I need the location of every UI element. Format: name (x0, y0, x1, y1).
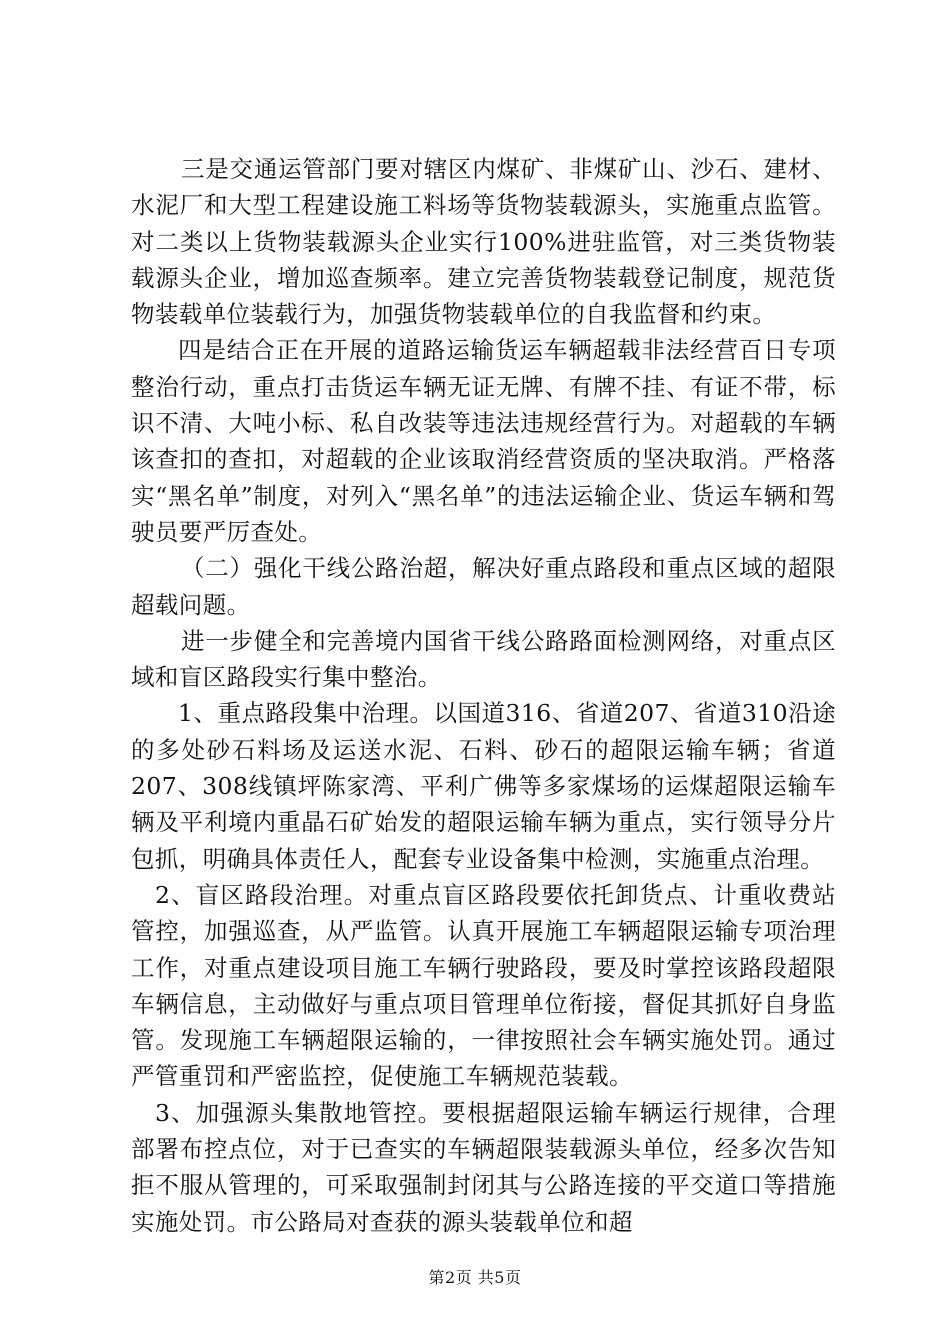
section-heading-trunk-highway: （二）强化干线公路治超，解决好重点路段和重点区域的超限超载问题。 (131, 554, 836, 619)
paragraph-detection-network: 进一步健全和完善境内国省干线公路路面检测网络，对重点区域和盲区路段实行集中整治。 (131, 626, 836, 692)
paragraph-special-rectification: 四是结合正在开展的道路运输货运车辆超载非法经营百日专项整治行动，重点打击货运车辆无证无牌、有牌不挂、有证不带，标识不清、大吨小标、私自改装等违法违规经营行为。对超载的车辆该查扣的查扣，对超载的企业该取消经营资质的坚决取消。严格落实“黑名单”制度，对列入“黑名单”的违法运输企业、货运车辆和驾驶员要严厉查处。 (131, 336, 836, 546)
paragraph-key-road-sections: 1、重点路段集中治理。以国道316、省道207、省道310沿途的多处砂石料场及运送水泥、石料、砂石的超限运输车辆；省道207、308线镇坪陈家湾、平利广佛等多家煤场的运煤超限运输车辆及平利境内重晶石矿始发的超限运输车辆为重点，实行领导分片包抓，明确具体责任人，配套专业设备集中检测，实施重点治理。 (131, 699, 836, 873)
page-number-footer: 第2页 共5页 (428, 1268, 522, 1287)
paragraph-blind-area-sections: 2、盲区路段治理。对重点盲区路段要依托卸货点、计重收费站管控，加强巡查，从严监管。认真开展施工车辆超限运输专项治理工作，对重点建设项目施工车辆行驶路段，要及时掌控该路段超限车辆信息，主动做好与重点项目管理单位衔接，督促其抓好自身监管。发现施工车辆超限运输的，一律按照社会车辆实施处罚。通过严管重罚和严密监控，促使施工车辆规范装载。 (131, 880, 836, 1091)
paragraph-source-distribution: 3、加强源头集散地管控。要根据超限运输车辆运行规律，合理部署布控点位，对于已查实的车辆超限装载源头单位，经多次告知拒不服从管理的，可采取强制封闭其与公路连接的平交道口等措施实施处罚。市公路局对查获的源头装载单位和超 (131, 1098, 836, 1236)
document-body (131, 151, 836, 1240)
paragraph-source-supervision: 三是交通运管部门要对辖区内煤矿、非煤矿山、沙石、建材、水泥厂和大型工程建设施工料场等货物装载源头，实施重点监管。对二类以上货物装载源头企业实行100%进驻监管，对三类货物装载源头企业，增加巡查频率。建立完善货物装载登记制度，规范货物装载单位装载行为，加强货物装载单位的自我监督和约束。 (131, 155, 836, 329)
